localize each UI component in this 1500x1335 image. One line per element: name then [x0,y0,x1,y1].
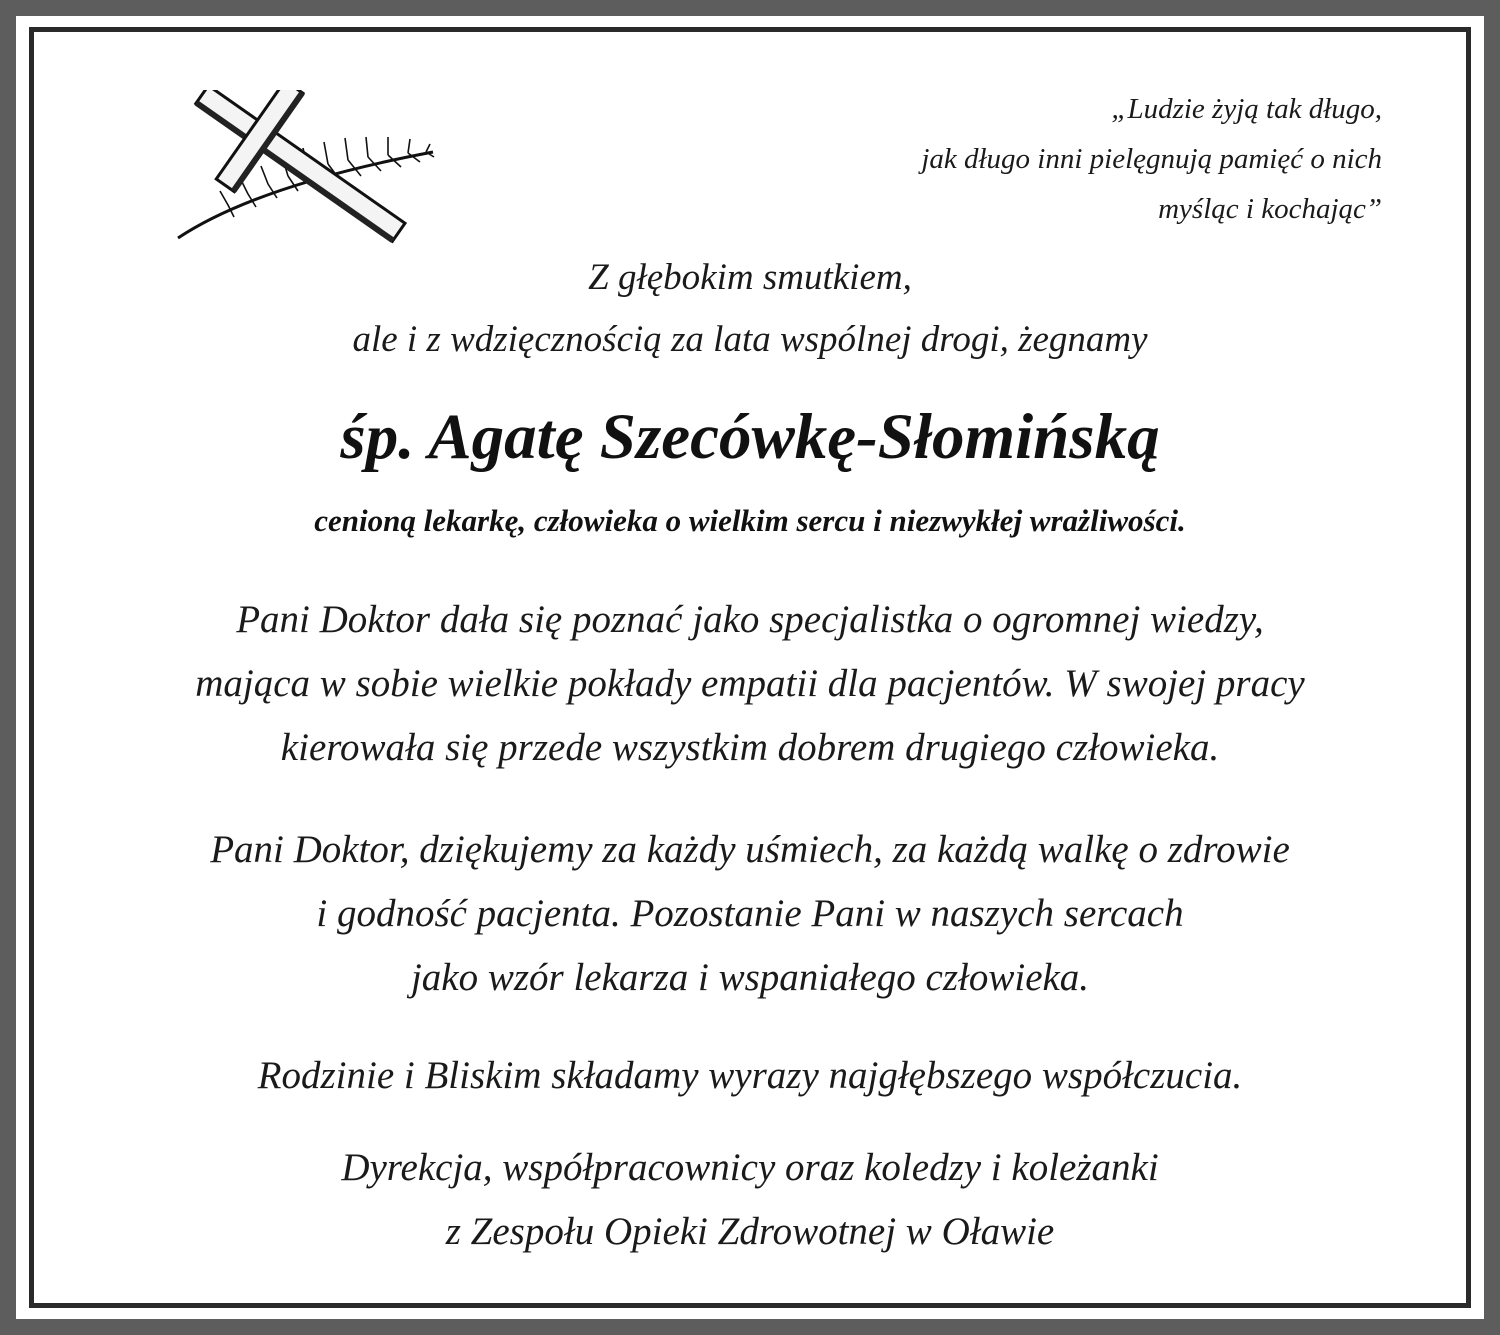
condolences-text: Rodzinie i Bliskim składamy wyrazy najgłębszego współczucia. [257,1054,1243,1097]
deceased-description: cenioną lekarkę, człowieka o wielkim sercu i niezwykłej wrażliwości. [314,503,1186,538]
paragraph-line: jako wzór lekarza i wspaniałego człowieka. [410,956,1090,999]
paragraph-line: Pani Doktor, dziękujemy za każdy uśmiech, za każdą walkę o zdrowie [210,828,1290,871]
deceased-name: śp. Agatę Szecówkę-Słomińską [340,401,1160,473]
quote-line: jak długo inni pielęgnują pamięć o nich [921,143,1382,175]
intro-text [40,247,1460,371]
quote-line: „Ludzie żyją tak długo, [1111,93,1382,125]
intro-line: Z głębokim smutkiem, [588,257,912,298]
intro-line: ale i z wdzięcznością za lata wspólnej drogi, żegnamy [352,319,1148,360]
signature-block [40,1136,1460,1264]
paragraph-line: mająca w sobie wielkie pokłady empatii dla pacjentów. W swojej pracy [195,662,1305,705]
tribute-paragraph-2 [40,818,1460,1010]
tribute-paragraph-1 [40,588,1460,780]
epigraph-quote [682,84,1382,234]
cross-with-palm-icon [168,90,448,250]
signature-line: z Zespołu Opieki Zdrowotnej w Oławie [445,1210,1055,1253]
paragraph-line: i godność pacjenta. Pozostanie Pani w naszych sercach [316,892,1184,935]
signature-line: Dyrekcja, współpracownicy oraz koledzy i koleżanki [341,1146,1159,1189]
paragraph-line: Pani Doktor dała się poznać jako specjalistka o ogromnej wiedzy, [236,598,1264,641]
paragraph-line: kierowała się przede wszystkim dobrem drugiego człowieka. [280,726,1220,769]
quote-line: myśląc i kochając” [1158,193,1382,225]
